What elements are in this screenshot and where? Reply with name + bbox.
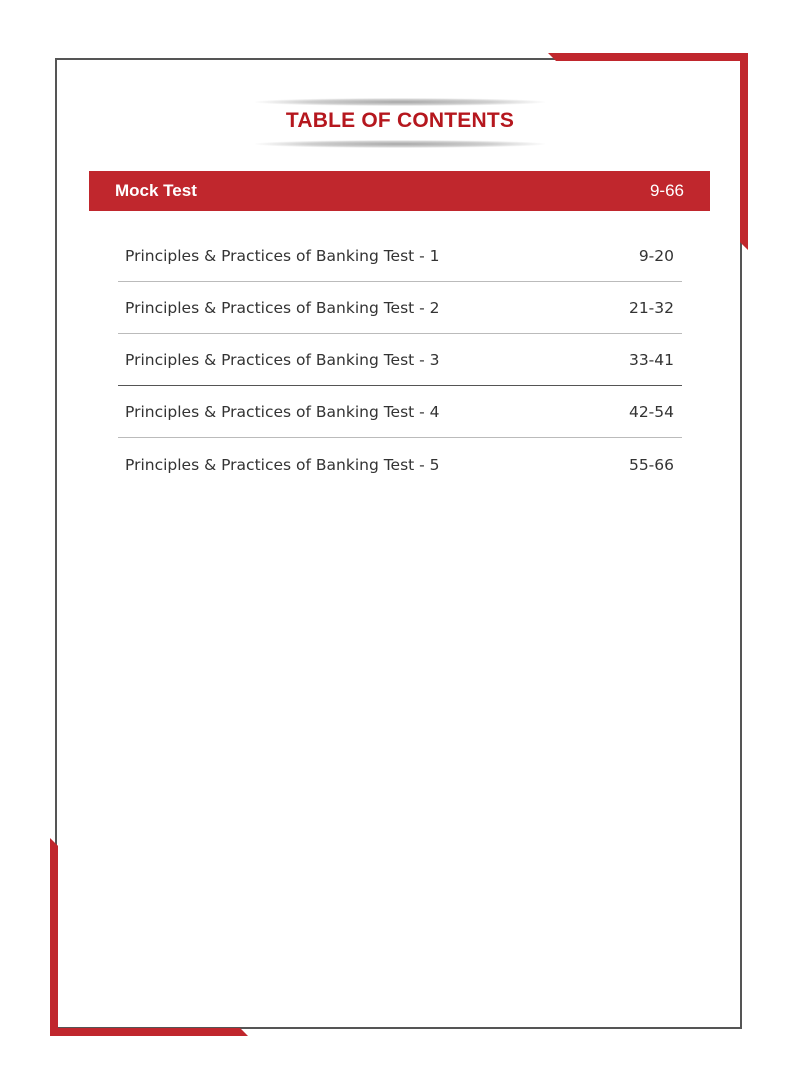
page-title: TABLE OF CONTENTS [285, 109, 515, 132]
toc-entry-pages: 9-20 [638, 247, 674, 265]
corner-accent-bottom-left [50, 1028, 248, 1036]
toc-entry-title: Principles & Practices of Banking Test - 5 [125, 455, 440, 474]
toc-entry-title: Principles & Practices of Banking Test - 2 [125, 299, 440, 317]
section-label: Mock Test [115, 181, 197, 200]
toc-entry-test-4[interactable] [118, 387, 682, 438]
title-banner [255, 98, 545, 148]
toc-entry-test-1[interactable] [118, 231, 682, 282]
toc-entry-title: Principles & Practices of Banking Test - 1 [125, 247, 440, 265]
toc-entry-pages: 55-66 [628, 455, 674, 474]
toc-entry-title: Principles & Practices of Banking Test - 4 [125, 403, 440, 421]
toc-entry-pages: 21-32 [628, 299, 674, 317]
toc-entry-test-2[interactable] [118, 283, 682, 334]
corner-accent-top-right-vertical [740, 53, 748, 250]
toc-entry-title: Principles & Practices of Banking Test - 3 [125, 351, 440, 369]
toc-entry-pages: 33-41 [628, 351, 674, 369]
title-swoosh-bottom [255, 140, 545, 148]
title-swoosh-top [255, 98, 545, 106]
section-header-mock-test[interactable] [89, 171, 710, 211]
corner-accent-top-right [548, 53, 748, 61]
toc-entry-test-3[interactable] [118, 335, 682, 386]
toc-list [118, 231, 682, 491]
section-page-range: 9-66 [649, 181, 684, 200]
toc-entry-pages: 42-54 [628, 403, 674, 421]
corner-accent-bottom-left-vertical [50, 838, 58, 1036]
toc-entry-test-5[interactable] [118, 439, 682, 490]
